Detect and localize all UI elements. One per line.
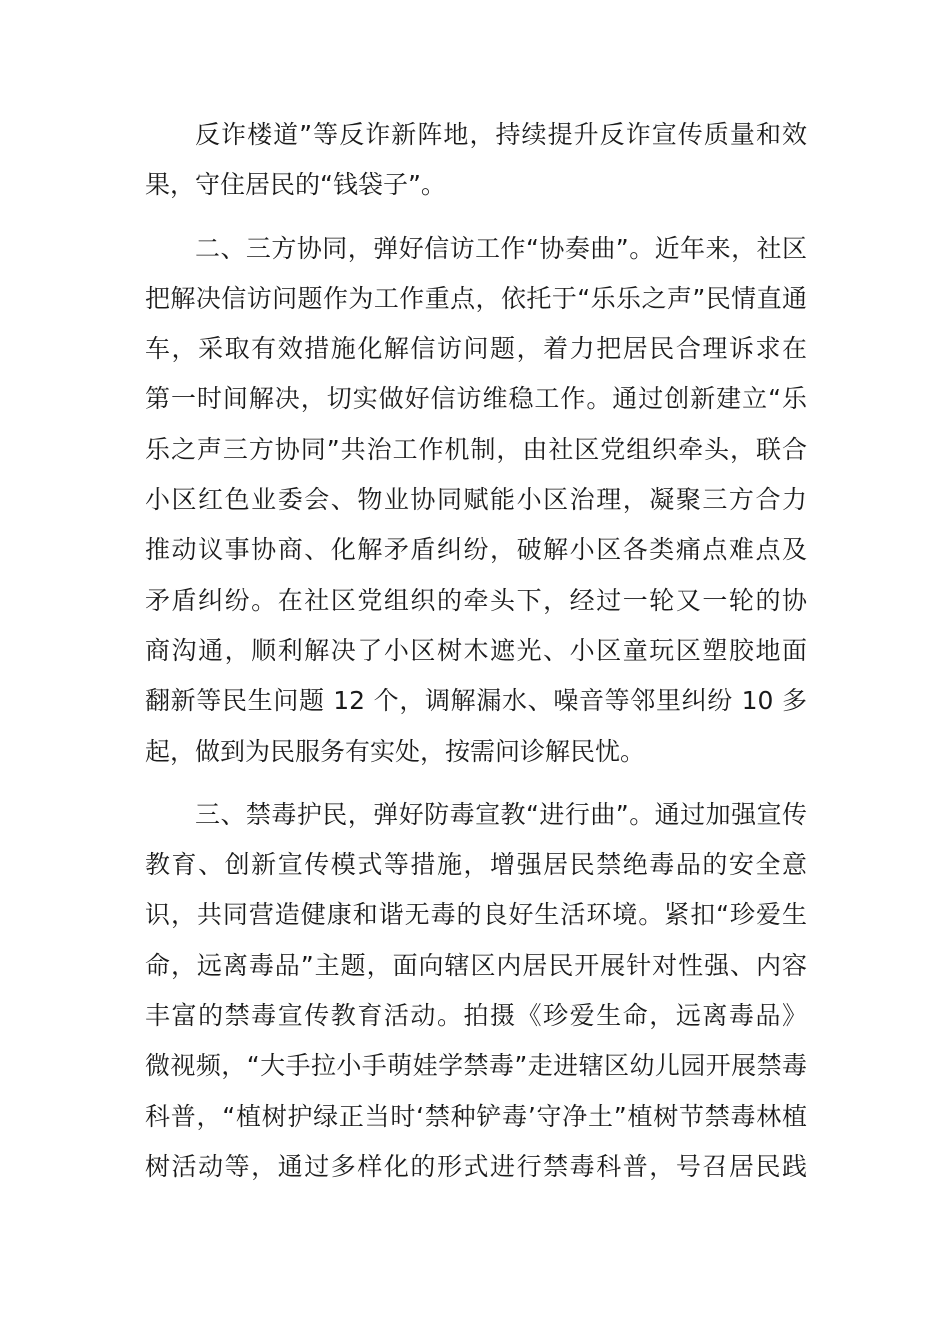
text-line: 起，做到为民服务有实处，按需问诊解民忧。	[145, 736, 646, 766]
paragraph-anti-fraud	[145, 110, 807, 211]
text-line: 二、三方协同，弹好信访工作“协奏曲”。近年来，社区	[195, 233, 807, 263]
text-line: 教育、创新宣传模式等措施，增强居民禁绝毒品的安全意	[145, 850, 807, 880]
text-line: 商沟通，顺利解决了小区树木遮光、小区童玩区塑胶地面	[145, 635, 807, 665]
text-line: 反诈楼道”等反诈新阵地，持续提升反诈宣传质量和效	[195, 120, 807, 149]
paragraph-anti-drug	[145, 790, 807, 1192]
text-line: 车，采取有效措施化解信访问题，着力把居民合理诉求在	[145, 334, 807, 364]
text-line: 科普，“植树护绿正当时‘禁种铲毒’守净土”植树节禁毒林植	[145, 1101, 807, 1131]
text-line: 三、禁毒护民，弹好防毒宣教“进行曲”。通过加强宣传	[195, 799, 807, 829]
text-line: 丰富的禁毒宣传教育活动。拍摄《珍爱生命，远离毒品》	[145, 1001, 807, 1031]
text-line: 识，共同营造健康和谐无毒的良好生活环境。紧扣“珍爱生	[145, 900, 807, 930]
text-line: 微视频，“大手拉小手萌娃学禁毒”走进辖区幼儿园开展禁毒	[145, 1051, 807, 1081]
text-line: 乐之声三方协同”共治工作机制，由社区党组织牵头，联合	[145, 434, 807, 464]
body-text	[145, 110, 807, 1205]
text-line: 矛盾纠纷。在社区党组织的牵头下，经过一轮又一轮的协	[145, 585, 807, 615]
text-line: 推动议事协商、化解矛盾纠纷，破解小区各类痛点难点及	[145, 535, 807, 565]
text-line: 小区红色业委会、物业协同赋能小区治理，凝聚三方合力	[145, 485, 807, 515]
text-line: 翻新等民生问题 12 个，调解漏水、噪音等邻里纠纷 10 多	[145, 686, 807, 716]
text-line: 果，守住居民的“钱袋子”。	[145, 170, 446, 200]
text-line: 命，远离毒品”主题，面向辖区内居民开展针对性强、内容	[145, 950, 807, 980]
paragraph-petition	[145, 224, 807, 777]
text-line: 把解决信访问题作为工作重点，依托于“乐乐之声”民情直通	[145, 283, 807, 313]
text-line: 树活动等，通过多样化的形式进行禁毒科普，号召居民践	[145, 1151, 807, 1181]
text-line: 第一时间解决，切实做好信访维稳工作。通过创新建立“乐	[145, 384, 807, 414]
